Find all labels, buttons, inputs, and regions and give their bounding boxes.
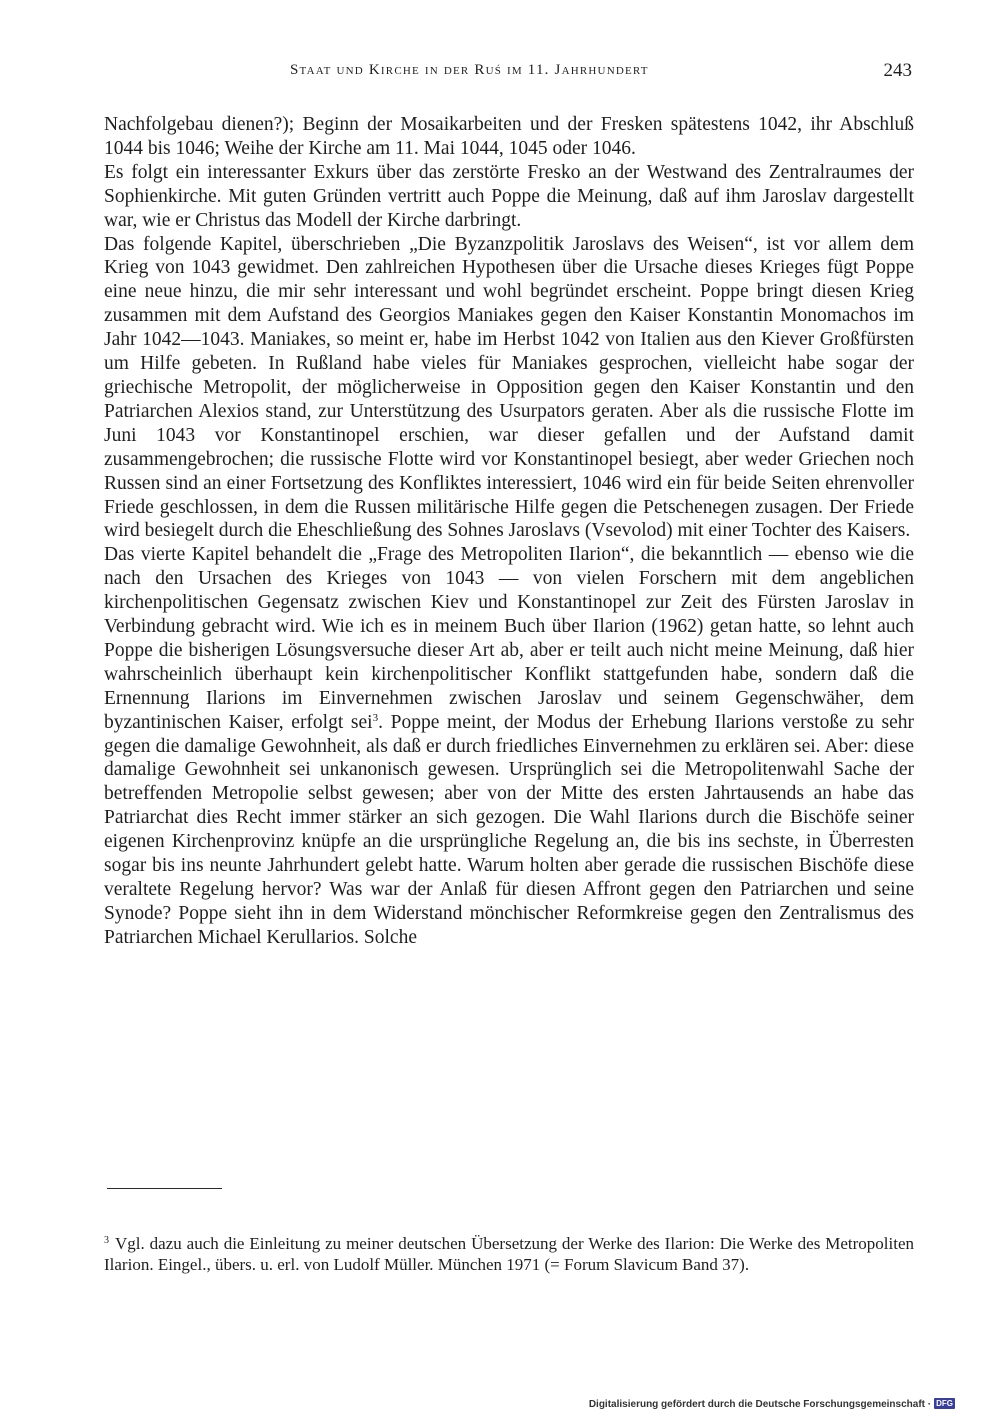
credit-text: Digitalisierung gefördert durch die Deutsche Forschungsgemeinschaft · (588, 1399, 932, 1410)
paragraph-4-continuation: . Poppe meint, der Modus der Erhebung Ilarions verstoße zu sehr gegen die damalige Gewohnheit, als daß er durch friedliches Einvernehmen zu erklären sei. Aber: diese damalige Gewohnheit sei unkanonisch gewesen. Ursprünglich sei die Metropolitenwahl Sache der betreffenden Metropolie selbst gewesen; aber von der Mitte des ersten Jahrtausends an habe das Patriarchat dies Recht immer stärker an sich gezogen. Die Wahl Ilarions durch die Bischöfe seiner eigenen Kirchenprovinz knüpfe an die ursprüngliche Regelung an, die bis ins sechste, in Überresten sogar bis ins neunte Jahrhundert gelebt hatte. Warum holten aber gerade die russischen Bischöfe diese veraltete Regelung hervor? Was war der Anlaß für diesen Affront gegen den Patriarchen und seine Synode? Poppe sieht ihn in dem Widerstand mönchischer Reformkreise gegen den Zentralismus des Patriarchen Michael Kerullarios. Solche (104, 711, 914, 948)
paragraph-3: Das folgende Kapitel, überschrieben „Die Byzanzpolitik Jaroslavs des Weisen“, ist vor allem dem Krieg von 1043 gewidmet. Den zahlreichen Hypothesen über die Ursache dieses Krieges fügt Poppe eine neue hinzu, die mir sehr interessant und wohl begründet erscheint. Poppe bringt diesen Krieg zusammen mit dem Aufstand des Georgios Maniakes gegen den Kaiser Konstantin Monomachos im Jahr 1042—1043. Maniakes, so meint er, habe im Herbst 1042 von Italien aus den Kiever Großfürsten um Hilfe gebeten. In Rußland habe vieles für Maniakes gesprochen, vielleicht habe sogar der griechische Metropolit, der möglicherweise in Opposition gegen den Kaiser Konstantin und den Patriarchen Alexios stand, zur Unterstützung des Usurpators geraten. Aber als die russische Flotte im Juni 1043 vor Konstantinopel erschien, war dieser gefallen und der Aufstand damit zusammengebrochen; die russische Flotte wird vor Konstantinopel besiegt, aber weder Griechen noch Russen sind an einer Fortsetzung des Konfliktes interessiert, 1046 wird ein für beide Seiten ehrenvoller Friede geschlossen, in dem die Russen militärische Hilfe gegen die Petschenegen zusagen. Der Friede wird besiegelt durch die Eheschließung des Sohnes Jaroslavs (Vsevolod) mit einer Tochter des Kaisers. (104, 233, 914, 542)
paragraph-2: Es folgt ein interessanter Exkurs über das zerstörte Fresko an der Westwand des Zentralraumes der Sophienkirche. Mit guten Gründen vertritt auch Poppe die Meinung, daß auf ihm Jaroslav dargestellt war, wie er Christus das Modell der Kirche darbringt. (104, 161, 914, 231)
footnote-reference[interactable]: 3 (372, 711, 379, 724)
footnote-text: Vgl. dazu auch die Einleitung zu meiner deutschen Übersetzung der Werke des Ilarion: Die Werke des Metropoliten Ilarion. Eingel., übers. u. erl. von Ludolf Müller. München 1971 (= Forum Slavicum Band 37). (104, 1234, 914, 1274)
dfg-logo: DFG (936, 1399, 953, 1408)
footnote (104, 1234, 914, 1275)
main-text (104, 113, 914, 950)
paragraph-1: Nachfolgebau dienen?); Beginn der Mosaikarbeiten und der Fresken spätestens 1042, ihr Abschluß 1044 bis 1046; Weihe der Kirche am 11. Mai 1044, 1045 oder 1046. (104, 114, 914, 159)
running-header (104, 62, 912, 88)
paragraph-4-text: Das vierte Kapitel behandelt die „Frage des Metropoliten Ilarion“, die bekanntlich — ebenso wie die nach den Ursachen des Krieges von 1043 — von vielen Forschern mit dem angeblichen kirchenpolitischen Gegensatz zwischen Kiev und Konstantinopel zur Zeit des Fürsten Jaroslav in Verbindung gebracht wird. Wie ich es in meinem Buch über Ilarion (1962) getan hatte, so lehnt auch Poppe die bisherigen Lösungsversuche dieser Art ab, aber er teilt auch nicht meine Meinung, daß hier wahrscheinlich überhaupt kein kirchenpolitischer Konflikt stattgefunden habe, sondern daß die Ernennung Ilarions im Einvernehmen zwischen Jaroslav und seinem Gegenschwäher, dem byzantinischen Kaiser, erfolgt sei (104, 544, 914, 733)
page-number: 243 (883, 60, 912, 81)
footnote-mark: 3 (104, 1235, 109, 1246)
digitization-credit (589, 1398, 955, 1410)
footnote-divider (107, 1188, 222, 1189)
paragraph-4 (104, 543, 914, 949)
running-title: Staat und Kirche in der Ruś im 11. Jahrhundert (290, 62, 649, 78)
